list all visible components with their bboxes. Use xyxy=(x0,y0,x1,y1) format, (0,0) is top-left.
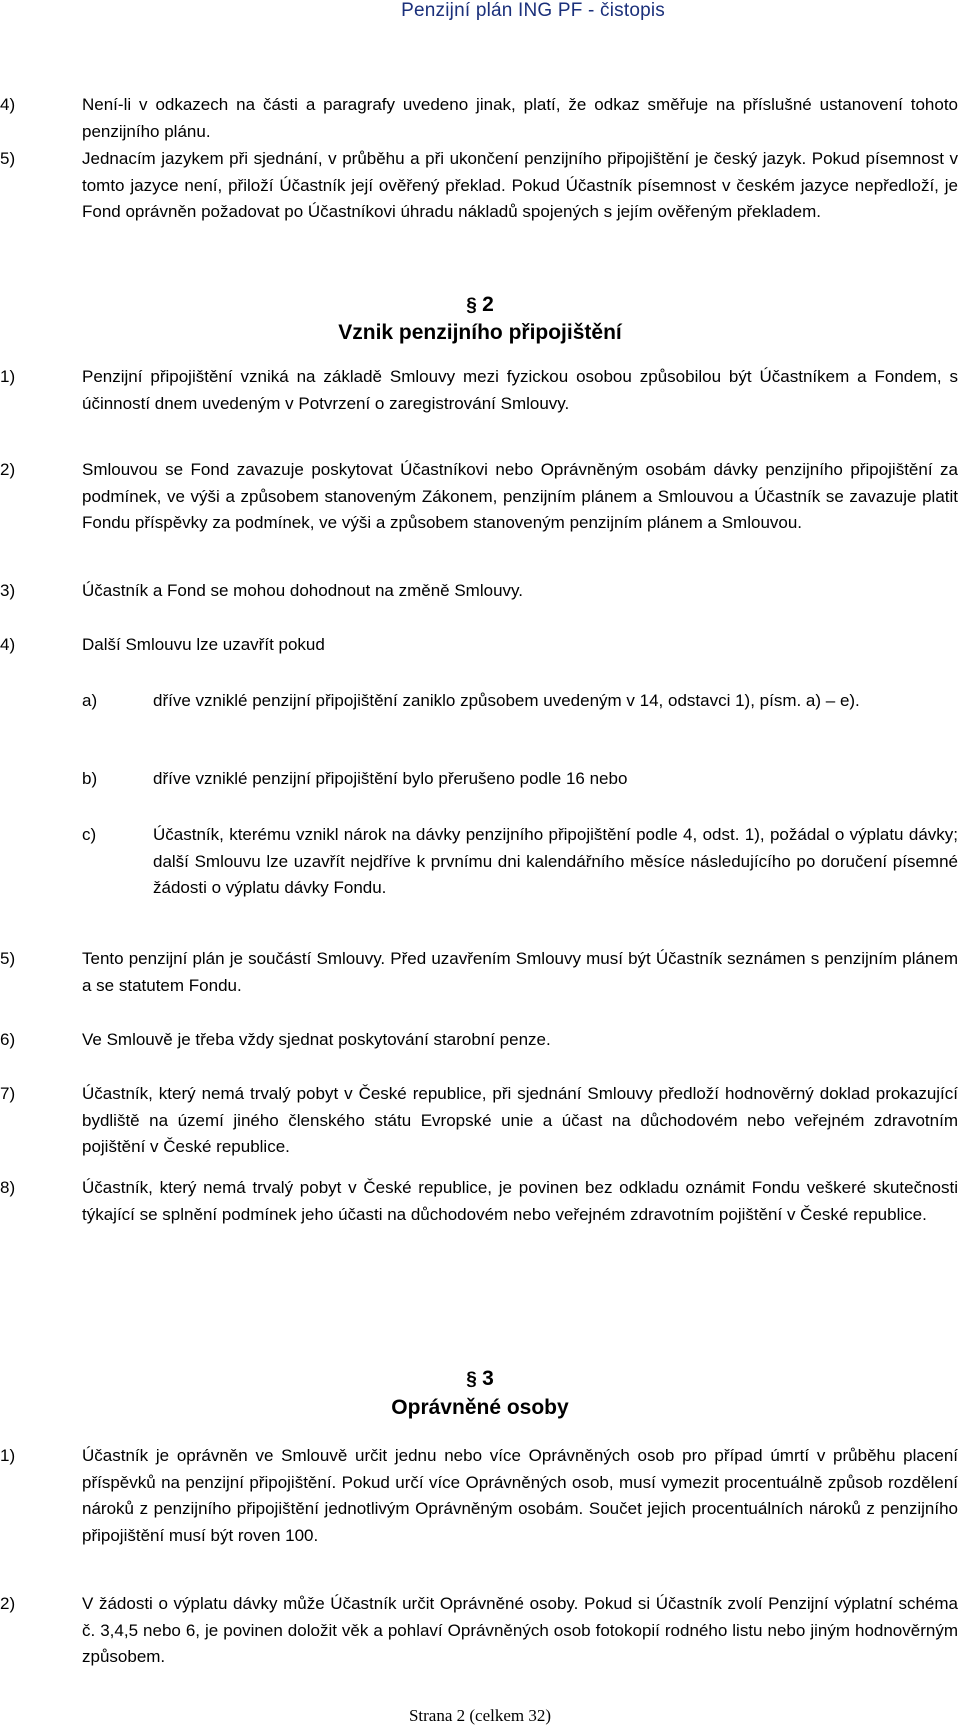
s3-item-2-number: 2) xyxy=(0,1594,16,1613)
page-number: Strana 2 (celkem 32) xyxy=(408,1706,552,1725)
s2-sub-a-text: dříve vzniklé penzijní připojištění zaniklo způsobem uvedeným v 14, odstavci 1), písm. a) – e). xyxy=(153,691,860,710)
s2-item-3-number: 3) xyxy=(0,581,16,600)
s3-item-1-text: Účastník je oprávněn ve Smlouvě určit jednu nebo více Oprávněných osob pro případ úmrtí v průběhu placení příspěvků na penzijní připojištění. Pokud určí více Oprávněných osob, musí vymezit procentuálně způsob rozdělení nároků z penzijního připojištění jednotlivým Oprávněným osobám. Součet jejich procentuálních nároků z penzijního připojištění musí být roven 100. xyxy=(82,1446,958,1545)
s2-item-1-number: 1) xyxy=(0,367,16,386)
s2-sub-c-number: c) xyxy=(82,825,97,844)
intro-4-text: Není-li v odkazech na části a paragrafy uvedeno jinak, platí, že odkaz směřuje na příslušné ustanovení tohoto penzijního plánu. xyxy=(82,95,958,141)
s2-item-4-number: 4) xyxy=(0,635,16,654)
s2-item-5-number: 5) xyxy=(0,949,16,968)
s3-item-2-text: V žádosti o výplatu dávky může Účastník určit Oprávněné osoby. Pokud si Účastník zvolí Penzijní výplatní schéma č. 3,4,5 nebo 6, je povinen doložit věk a pohlaví Oprávněných osob fotokopií rodného listu nebo jiným hodnověrným způsobem. xyxy=(82,1594,958,1666)
intro-5-text: Jednacím jazykem při sjednání, v průběhu a při ukončení penzijního připojištění je český jazyk. Pokud písemnost v tomto jazyce není, přiloží Účastník její ověřený překlad. Pokud Účastník písemnost v českém jazyce nepředloží, je Fond oprávněn požadovat po Účastníkovi úhradu nákladů spojených s jejím ověřeným překladem. xyxy=(82,149,958,221)
s2-item-7-number: 7) xyxy=(0,1084,16,1103)
s2-sub-a-number: a) xyxy=(82,691,98,710)
document-title: Penzijní plán ING PF - čistopis xyxy=(401,0,665,21)
s2-sub-c-text: Účastník, kterému vznikl nárok na dávky penzijního připojištění podle 4, odst. 1), požádal o výplatu dávky; další Smlouvu lze uzavřít nejdříve k prvnímu dni kalendářního měsíce následujícího po doručení písemné žádosti o výplatu dávky Fondu. xyxy=(153,825,958,897)
section-2-title: Vznik penzijního připojištění xyxy=(338,321,622,344)
s2-item-6-number: 6) xyxy=(0,1030,16,1049)
s2-item-1-text: Penzijní připojištění vzniká na základě Smlouvy mezi fyzickou osobou způsobilou být Účastníkem a Fondem, s účinností dnem uvedeným v Potvrzení o zaregistrování Smlouvy. xyxy=(82,367,958,413)
section-3-title: Oprávněné osoby xyxy=(391,1396,569,1419)
section-3-number: § 3 xyxy=(466,1367,494,1390)
section-sign: § xyxy=(466,1369,483,1390)
s2-item-2-number: 2) xyxy=(0,460,16,479)
section-2-number: § 2 xyxy=(466,293,494,316)
s2-item-4-text: Další Smlouvu lze uzavřít pokud xyxy=(82,635,325,654)
s2-sub-b-text: dříve vzniklé penzijní připojištění bylo přerušeno podle 16 nebo xyxy=(153,769,628,788)
section-sign: § xyxy=(466,295,483,316)
s2-item-3-text: Účastník a Fond se mohou dohodnout na změně Smlouvy. xyxy=(82,581,523,600)
s2-item-2-text: Smlouvou se Fond zavazuje poskytovat Účastníkovi nebo Oprávněným osobám dávky penzijního připojištění za podmínek, ve výši a způsobem stanoveným Zákonem, penzijním plánem a Smlouvou a Účastník se zavazuje platit Fondu příspěvky za podmínek, ve výši a způsobem stanoveným penzijním plánem a Smlouvou. xyxy=(82,460,958,532)
s2-item-8-number: 8) xyxy=(0,1178,16,1197)
page-header xyxy=(0,0,960,28)
intro-4-number: 4) xyxy=(0,95,16,114)
s2-item-7-text: Účastník, který nemá trvalý pobyt v České republice, při sjednání Smlouvy předloží hodnověrný doklad prokazující bydliště na území jiného členského státu Evropské unie a účast na důchodovém nebo veřejném zdravotním pojištění v České republice. xyxy=(82,1084,958,1156)
intro-5-number: 5) xyxy=(0,149,16,168)
s2-item-6-text: Ve Smlouvě je třeba vždy sjednat poskytování starobní penze. xyxy=(82,1030,551,1049)
s2-sub-b-number: b) xyxy=(82,769,98,788)
s2-item-5-text: Tento penzijní plán je součástí Smlouvy. Před uzavřením Smlouvy musí být Účastník seznámen s penzijním plánem a se statutem Fondu. xyxy=(82,949,958,995)
s2-item-8-text: Účastník, který nemá trvalý pobyt v České republice, je povinen bez odkladu oznámit Fondu veškeré skutečnosti týkající se splnění podmínek jeho účasti na důchodovém nebo veřejném zdravotním pojištění v České republice. xyxy=(82,1178,958,1224)
s3-item-1-number: 1) xyxy=(0,1446,16,1465)
